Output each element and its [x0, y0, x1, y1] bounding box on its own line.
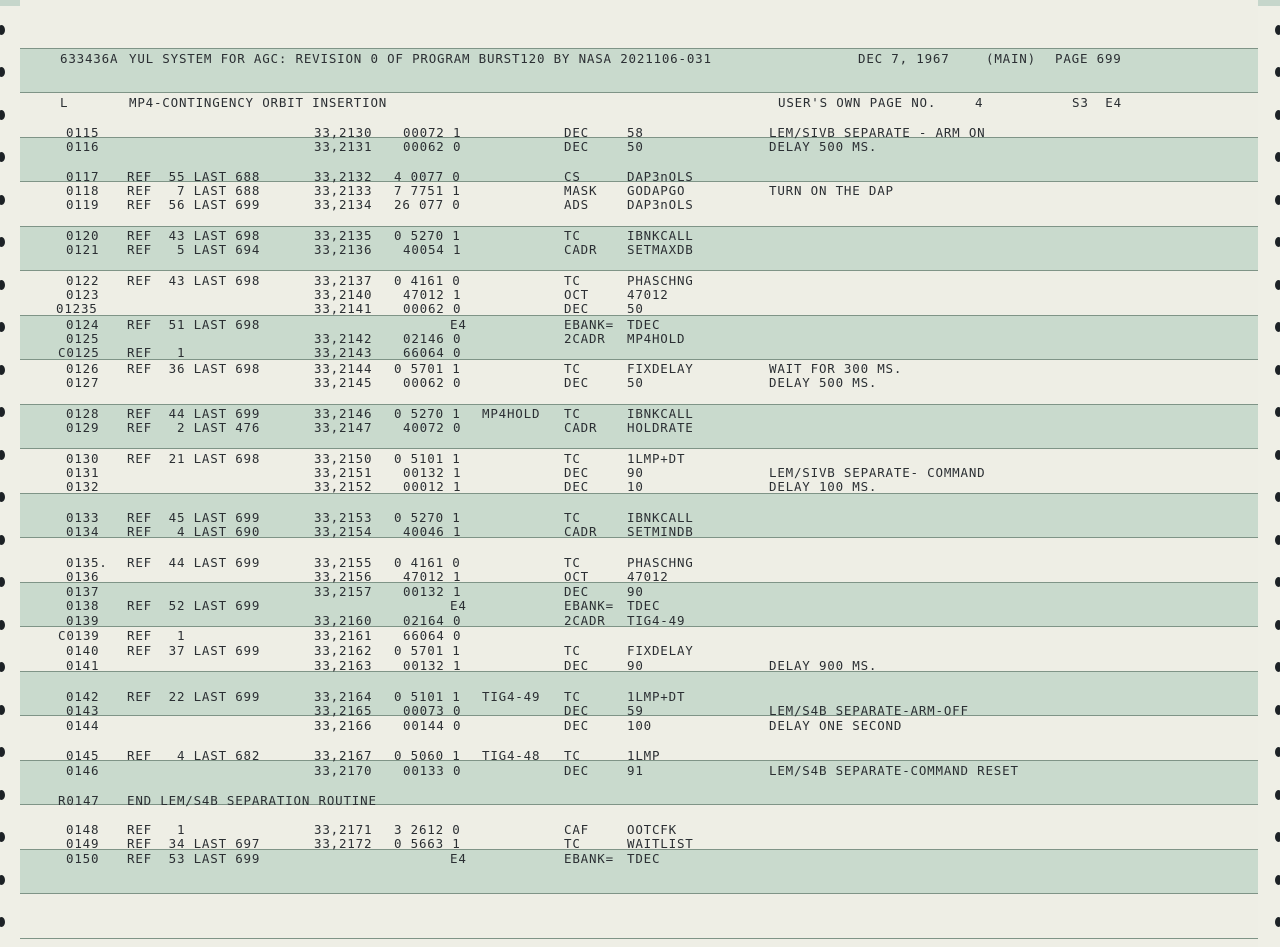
opcode: DEC	[564, 703, 589, 718]
feed-hole	[0, 535, 5, 545]
feed-hole	[1275, 705, 1280, 715]
octal-word: 0 5663 1	[394, 836, 461, 851]
band-rule	[20, 893, 1258, 894]
memory-address: 33,2165	[314, 703, 373, 718]
octal-word: 00133 0	[403, 763, 462, 778]
feed-hole	[1275, 620, 1280, 630]
opcode: EBANK=	[564, 317, 614, 332]
line-number: 0145	[66, 748, 100, 763]
operand: 100	[627, 718, 652, 733]
feed-hole	[1275, 790, 1280, 800]
feed-hole	[0, 492, 5, 502]
line-number: 0128	[66, 406, 100, 421]
cross-reference: REF 2 LAST 476	[127, 420, 261, 435]
line-number: 0131	[66, 465, 100, 480]
opcode: TC	[564, 451, 581, 466]
operand: TDEC	[627, 598, 661, 613]
octal-word: 00072 1	[403, 125, 462, 140]
cross-reference: REF 56 LAST 699	[127, 197, 261, 212]
operand: TDEC	[627, 851, 661, 866]
opcode: TC	[564, 361, 581, 376]
feed-hole	[1275, 195, 1280, 205]
line-number: 0138	[66, 598, 100, 613]
band-rule	[20, 48, 1258, 49]
octal-word: 26 077 0	[394, 197, 461, 212]
cross-reference: REF 21 LAST 698	[127, 451, 261, 466]
feed-hole	[0, 620, 5, 630]
memory-address: 33,2167	[314, 748, 373, 763]
comment: LEM/S4B SEPARATE-COMMAND RESET	[769, 763, 1019, 778]
memory-address: 33,2160	[314, 613, 373, 628]
operand: FIXDELAY	[627, 361, 694, 376]
feed-hole	[1275, 832, 1280, 842]
opcode: DEC	[564, 718, 589, 733]
band-rule	[20, 226, 1258, 227]
feed-hole	[1275, 492, 1280, 502]
cross-reference: REF 44 LAST 699	[127, 406, 261, 421]
feed-hole	[1275, 322, 1280, 332]
comment: DELAY 100 MS.	[769, 479, 878, 494]
octal-word: 0 5701 1	[394, 361, 461, 376]
line-number: 0148	[66, 822, 100, 837]
octal-word: E4	[450, 317, 467, 332]
line-number: 0140	[66, 643, 100, 658]
memory-address: 33,2163	[314, 658, 373, 673]
label: TIG4-49	[482, 689, 541, 704]
comment: LEM/SIVB SEPARATE - ARM ON	[769, 125, 986, 140]
octal-word: 0 5270 1	[394, 406, 461, 421]
operand: 1LMP+DT	[627, 451, 686, 466]
line-number: C0125	[58, 345, 100, 360]
line-number: 0127	[66, 375, 100, 390]
opcode: TC	[564, 643, 581, 658]
operand: 50	[627, 301, 644, 316]
octal-word: 0 5701 1	[394, 643, 461, 658]
octal-word: 40054 1	[403, 242, 462, 257]
operand: OOTCFK	[627, 822, 677, 837]
opcode: EBANK=	[564, 851, 614, 866]
operand: PHASCHNG	[627, 555, 694, 570]
operand: 1LMP+DT	[627, 689, 686, 704]
operand: WAITLIST	[627, 836, 694, 851]
line-number: 0125	[66, 331, 100, 346]
feed-hole	[1275, 450, 1280, 460]
octal-word: 0 5270 1	[394, 510, 461, 525]
operand: 58	[627, 125, 644, 140]
memory-address: 33,2141	[314, 301, 373, 316]
memory-address: 33,2164	[314, 689, 373, 704]
cross-reference: REF 43 LAST 698	[127, 273, 261, 288]
operand: 90	[627, 465, 644, 480]
octal-word: 0 4161 0	[394, 273, 461, 288]
octal-word: 7 7751 1	[394, 183, 461, 198]
cross-reference: REF 36 LAST 698	[127, 361, 261, 376]
cross-reference: REF 37 LAST 699	[127, 643, 261, 658]
line-number: 0117	[66, 169, 100, 184]
opcode: CADR	[564, 420, 598, 435]
cross-reference: REF 1	[127, 345, 186, 360]
memory-address: 33,2143	[314, 345, 373, 360]
opcode: TC	[564, 555, 581, 570]
octal-word: 02146 0	[403, 331, 462, 346]
line-number: 0142	[66, 689, 100, 704]
opcode: DEC	[564, 584, 589, 599]
label: TIG4-48	[482, 748, 541, 763]
opcode: DEC	[564, 658, 589, 673]
operand: HOLDRATE	[627, 420, 694, 435]
feed-hole	[1275, 535, 1280, 545]
listing-date: DEC 7, 1967	[858, 51, 950, 66]
octal-word: 40046 1	[403, 524, 462, 539]
listing-code: S3 E4	[1072, 95, 1122, 110]
memory-address: 33,2144	[314, 361, 373, 376]
opcode: 2CADR	[564, 331, 606, 346]
opcode: TC	[564, 836, 581, 851]
memory-address: 33,2153	[314, 510, 373, 525]
feed-hole	[0, 110, 5, 120]
line-number: 0122	[66, 273, 100, 288]
feed-hole	[1275, 280, 1280, 290]
band-rule	[20, 270, 1258, 271]
feed-hole	[1275, 747, 1280, 757]
memory-address: 33,2172	[314, 836, 373, 851]
comment: DELAY 900 MS.	[769, 658, 878, 673]
feed-hole	[0, 152, 5, 162]
opcode: TC	[564, 228, 581, 243]
memory-address: 33,2150	[314, 451, 373, 466]
line-number: 0146	[66, 763, 100, 778]
memory-address: 33,2137	[314, 273, 373, 288]
band-rule	[20, 404, 1258, 405]
cross-reference: REF 1	[127, 822, 186, 837]
band-rule	[20, 92, 1258, 93]
operand: PHASCHNG	[627, 273, 694, 288]
octal-word: 0 4161 0	[394, 555, 461, 570]
memory-address: 33,2131	[314, 139, 373, 154]
comment: DELAY 500 MS.	[769, 139, 878, 154]
memory-address: 33,2154	[314, 524, 373, 539]
octal-word: E4	[450, 851, 467, 866]
operand: MP4HOLD	[627, 331, 686, 346]
line-number: R0147	[58, 793, 100, 808]
opcode: CAF	[564, 822, 589, 837]
opcode: DEC	[564, 301, 589, 316]
line-number: 0141	[66, 658, 100, 673]
listing-title: YUL SYSTEM FOR AGC: REVISION 0 OF PROGRAM BURST120 BY NASA 2021106-031	[129, 51, 712, 66]
opcode: CADR	[564, 242, 598, 257]
feed-hole	[0, 237, 5, 247]
feed-hole	[0, 662, 5, 672]
line-number: 0119	[66, 197, 100, 212]
cross-reference: REF 4 LAST 682	[127, 748, 261, 763]
comment: WAIT FOR 300 MS.	[769, 361, 903, 376]
octal-word: 00062 0	[403, 301, 462, 316]
memory-address: 33,2145	[314, 375, 373, 390]
octal-word: 0 5270 1	[394, 228, 461, 243]
section-heading: MP4-CONTINGENCY ORBIT INSERTION	[129, 95, 388, 110]
feed-hole	[0, 67, 5, 77]
label: MP4HOLD	[482, 406, 541, 421]
opcode: CS	[564, 169, 581, 184]
feed-hole	[1275, 875, 1280, 885]
operand: IBNKCALL	[627, 510, 694, 525]
octal-word: E4	[450, 598, 467, 613]
line-number: 0115	[66, 125, 100, 140]
octal-word: 0 5101 1	[394, 451, 461, 466]
line-number: 0129	[66, 420, 100, 435]
line-number: 0150	[66, 851, 100, 866]
feed-hole	[0, 195, 5, 205]
feed-hole	[1275, 152, 1280, 162]
memory-address: 33,2171	[314, 822, 373, 837]
operand: SETMAXDB	[627, 242, 694, 257]
memory-address: 33,2140	[314, 287, 373, 302]
opcode: TC	[564, 689, 581, 704]
line-number: 0123	[66, 287, 100, 302]
octal-word: 02164 0	[403, 613, 462, 628]
octal-word: 00012 1	[403, 479, 462, 494]
users-page-number: 4	[975, 95, 984, 110]
octal-word: 3 2612 0	[394, 822, 461, 837]
octal-word: 00132 1	[403, 465, 462, 480]
band-rule	[20, 359, 1258, 360]
cross-reference: REF 53 LAST 699	[127, 851, 261, 866]
operand: 10	[627, 479, 644, 494]
line-number: 0120	[66, 228, 100, 243]
band-rule	[20, 938, 1258, 939]
octal-word: 00132 1	[403, 658, 462, 673]
comment: TURN ON THE DAP	[769, 183, 894, 198]
feed-hole	[0, 875, 5, 885]
octal-word: 47012 1	[403, 287, 462, 302]
opcode: TC	[564, 273, 581, 288]
memory-address: 33,2151	[314, 465, 373, 480]
operand: DAP3nOLS	[627, 197, 694, 212]
opcode: CADR	[564, 524, 598, 539]
octal-word: 47012 1	[403, 569, 462, 584]
memory-address: 33,2161	[314, 628, 373, 643]
cross-reference: REF 5 LAST 694	[127, 242, 261, 257]
octal-word: 00144 0	[403, 718, 462, 733]
line-number: 0149	[66, 836, 100, 851]
listing-section: (MAIN)	[986, 51, 1036, 66]
cross-reference: REF 7 LAST 688	[127, 183, 261, 198]
feed-hole	[0, 280, 5, 290]
opcode: ADS	[564, 197, 589, 212]
feed-hole	[1275, 25, 1280, 35]
octal-word: 00062 0	[403, 139, 462, 154]
memory-address: 33,2146	[314, 406, 373, 421]
band-rule	[20, 448, 1258, 449]
job-id: 633436A	[60, 51, 119, 66]
octal-word: 00062 0	[403, 375, 462, 390]
opcode: TC	[564, 406, 581, 421]
octal-word: 0 5060 1	[394, 748, 461, 763]
line-number: 0118	[66, 183, 100, 198]
feed-hole	[1275, 407, 1280, 417]
cross-reference: REF 52 LAST 699	[127, 598, 261, 613]
operand: IBNKCALL	[627, 406, 694, 421]
octal-word: 66064 0	[403, 345, 462, 360]
line-number: 0134	[66, 524, 100, 539]
memory-address: 33,2134	[314, 197, 373, 212]
comment: LEM/SIVB SEPARATE- COMMAND	[769, 465, 986, 480]
memory-address: 33,2133	[314, 183, 373, 198]
operand: 1LMP	[627, 748, 661, 763]
opcode: MASK	[564, 183, 598, 198]
routine-end-remark: END LEM/S4B SEPARATION ROUTINE	[127, 793, 377, 808]
line-number: 0116	[66, 139, 100, 154]
opcode: DEC	[564, 479, 589, 494]
line-number: 0130	[66, 451, 100, 466]
opcode: OCT	[564, 569, 589, 584]
octal-word: 0 5101 1	[394, 689, 461, 704]
page-number: PAGE 699	[1055, 51, 1122, 66]
feed-hole	[0, 322, 5, 332]
feed-hole	[1275, 917, 1280, 927]
line-number: 0132	[66, 479, 100, 494]
octal-word: 00132 1	[403, 584, 462, 599]
line-number: 0135.	[66, 555, 108, 570]
memory-address: 33,2135	[314, 228, 373, 243]
memory-address: 33,2142	[314, 331, 373, 346]
operand: DAP3nOLS	[627, 169, 694, 184]
cross-reference: REF 4 LAST 690	[127, 524, 261, 539]
memory-address: 33,2162	[314, 643, 373, 658]
feed-hole	[1275, 237, 1280, 247]
memory-address: 33,2130	[314, 125, 373, 140]
opcode: 2CADR	[564, 613, 606, 628]
feed-hole	[1275, 67, 1280, 77]
opcode: DEC	[564, 375, 589, 390]
memory-address: 33,2166	[314, 718, 373, 733]
log-mark: L	[60, 95, 69, 110]
opcode: DEC	[564, 125, 589, 140]
line-number: 0144	[66, 718, 100, 733]
feed-hole	[0, 917, 5, 927]
feed-hole	[0, 365, 5, 375]
memory-address: 33,2136	[314, 242, 373, 257]
comment: DELAY 500 MS.	[769, 375, 878, 390]
feed-hole	[0, 832, 5, 842]
feed-hole	[1275, 365, 1280, 375]
cross-reference: REF 34 LAST 697	[127, 836, 261, 851]
feed-hole	[0, 705, 5, 715]
cross-reference: REF 22 LAST 699	[127, 689, 261, 704]
cross-reference: REF 55 LAST 688	[127, 169, 261, 184]
operand: 90	[627, 584, 644, 599]
feed-hole	[0, 450, 5, 460]
line-number: 0143	[66, 703, 100, 718]
opcode: TC	[564, 748, 581, 763]
octal-word: 66064 0	[403, 628, 462, 643]
operand: IBNKCALL	[627, 228, 694, 243]
feed-hole	[1275, 110, 1280, 120]
feed-hole	[1275, 577, 1280, 587]
memory-address: 33,2170	[314, 763, 373, 778]
operand: 59	[627, 703, 644, 718]
opcode: DEC	[564, 465, 589, 480]
cross-reference: REF 45 LAST 699	[127, 510, 261, 525]
operand: GODAPGO	[627, 183, 686, 198]
cross-reference: REF 51 LAST 698	[127, 317, 261, 332]
cross-reference: REF 44 LAST 699	[127, 555, 261, 570]
opcode: DEC	[564, 139, 589, 154]
feed-hole	[0, 790, 5, 800]
feed-hole	[0, 747, 5, 757]
opcode: EBANK=	[564, 598, 614, 613]
memory-address: 33,2155	[314, 555, 373, 570]
memory-address: 33,2156	[314, 569, 373, 584]
opcode: DEC	[564, 763, 589, 778]
users-page-label: USER'S OWN PAGE NO.	[778, 95, 937, 110]
operand: 91	[627, 763, 644, 778]
line-number: 0136	[66, 569, 100, 584]
feed-hole	[0, 577, 5, 587]
octal-word: 40072 0	[403, 420, 462, 435]
feed-hole	[0, 407, 5, 417]
opcode: OCT	[564, 287, 589, 302]
octal-word: 4 0077 0	[394, 169, 461, 184]
operand: TDEC	[627, 317, 661, 332]
operand: SETMINDB	[627, 524, 694, 539]
cross-reference: REF 43 LAST 698	[127, 228, 261, 243]
operand: 50	[627, 375, 644, 390]
line-number: C0139	[58, 628, 100, 643]
memory-address: 33,2157	[314, 584, 373, 599]
line-number: 0124	[66, 317, 100, 332]
feed-hole	[1275, 662, 1280, 672]
line-number: 0126	[66, 361, 100, 376]
feed-hole	[0, 25, 5, 35]
comment: LEM/S4B SEPARATE-ARM-OFF	[769, 703, 969, 718]
line-number: 0133	[66, 510, 100, 525]
memory-address: 33,2152	[314, 479, 373, 494]
octal-word: 00073 0	[403, 703, 462, 718]
line-number: 01235	[56, 301, 98, 316]
line-number: 0121	[66, 242, 100, 257]
operand: 50	[627, 139, 644, 154]
line-number: 0139	[66, 613, 100, 628]
operand: 47012	[627, 287, 669, 302]
memory-address: 33,2132	[314, 169, 373, 184]
operand: 47012	[627, 569, 669, 584]
operand: TIG4-49	[627, 613, 686, 628]
memory-address: 33,2147	[314, 420, 373, 435]
operand: 90	[627, 658, 644, 673]
operand: FIXDELAY	[627, 643, 694, 658]
cross-reference: REF 1	[127, 628, 186, 643]
opcode: TC	[564, 510, 581, 525]
comment: DELAY ONE SECOND	[769, 718, 903, 733]
line-number: 0137	[66, 584, 100, 599]
